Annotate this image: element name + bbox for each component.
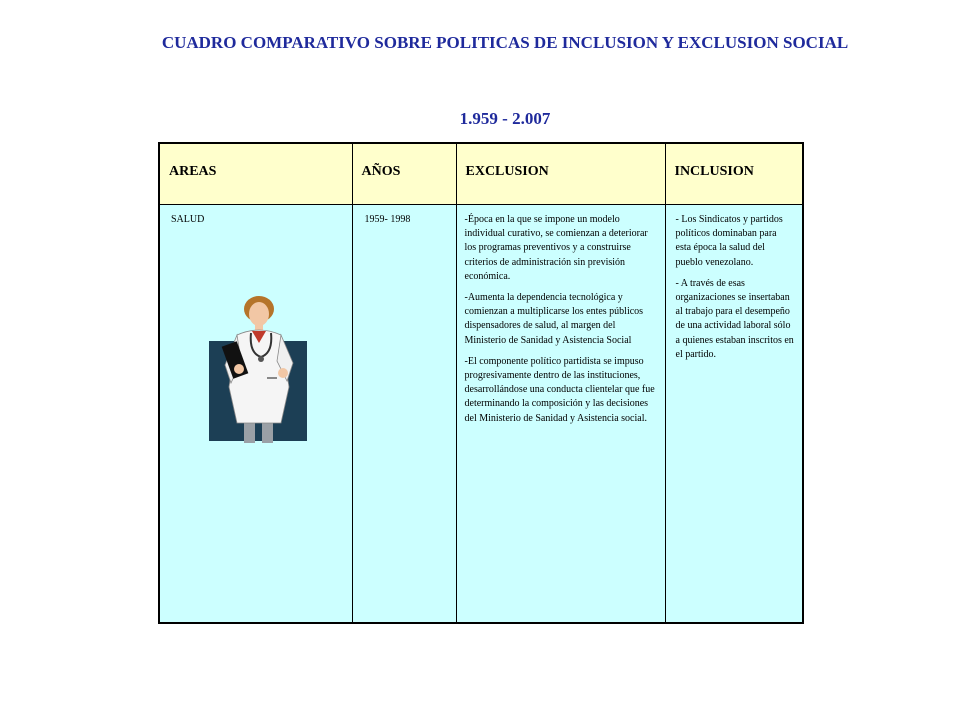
cell-inclusion [665, 205, 803, 624]
doctor-clipart-icon [209, 295, 307, 445]
inclusion-paragraph: - A través de esas organizaciones se insertaban al trabajo para el desempeño de una actividad laboral sólo a quienes estaban inscritos en el partido. [675, 277, 794, 360]
exclusion-paragraph: -Aumenta la dependencia tecnológica y comienzan a multiplicarse los entes públicos dispensadores de salud, al margen del Ministerio de Sanidad y Asistencia Social [464, 292, 644, 346]
table-header-row [159, 143, 803, 205]
exclusion-paragraph: -El componente político partidista se impuso progresivamente dentro de las instituciones, desarrollándose una conducta clientelar que fue determinando la composición y las decisiones del Ministerio de Sanidad y Asistencia social. [464, 355, 655, 424]
cell-years: 1959- 1998 [352, 205, 456, 624]
cell-area [159, 205, 352, 624]
header-exclusion: EXCLUSION [456, 143, 665, 205]
exclusion-paragraph: -Época en la que se impone un modelo individual curativo, se comienzan a deteriorar los programas preventivos y a construirse criterios de administración sin previsión económica. [464, 214, 648, 282]
page-title: CUADRO COMPARATIVO SOBRE POLITICAS DE INCLUSION Y EXCLUSION SOCIAL [161, 33, 849, 52]
area-label: SALUD [171, 214, 205, 225]
header-years: AÑOS [352, 143, 456, 205]
cell-exclusion [456, 205, 665, 624]
period-subtitle: 1.959 - 2.007 [459, 109, 551, 128]
header-areas: AREAS [159, 143, 352, 205]
table-row [159, 205, 803, 624]
inclusion-paragraph: - Los Sindicatos y partidos políticos dominaban para esta época la salud del pueblo venezolano. [675, 214, 783, 268]
comparison-table [158, 142, 804, 624]
header-inclusion: INCLUSION [665, 143, 803, 205]
